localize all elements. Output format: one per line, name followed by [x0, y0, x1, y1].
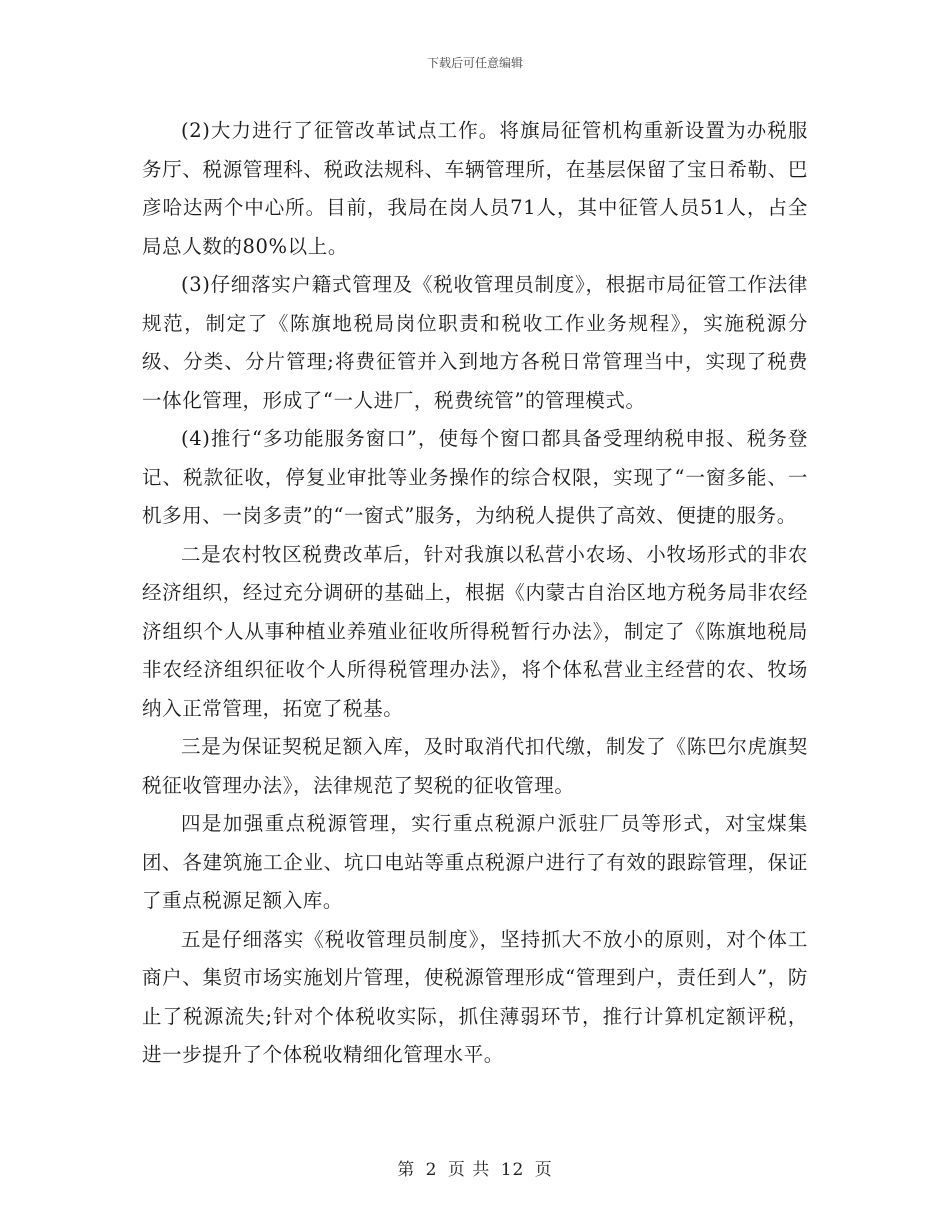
page-footer	[0, 1155, 950, 1180]
header-note: 下载后可任意编辑	[426, 56, 523, 70]
paragraph-service-window: (4)推行“多功能服务窗口”，使每个窗口都具备受理纳税申报、税务登记、税款征收，停复业审批等业务操作的综合权限，实现了“一窗多能、一机多用、一岗多责”的“一窗式”服务，为纳税人提供了高效、便捷的服务。	[142, 427, 808, 527]
paragraph-household-management: (3)仔细落实户籍式管理及《税收管理员制度》，根据市局征管工作法律规范，制定了《陈旗地税局岗位职责和税收工作业务规程》，实施税源分级、分类、分片管理;将费征管并入到地方各税日常管理当中，实现了税费一体化管理，形成了“一人进厂，税费统管”的管理模式。	[142, 273, 808, 412]
footer-current-page: 2	[425, 1160, 438, 1180]
paragraph-tax-administrator-system: 五是仔细落实《税收管理员制度》，坚持抓大不放小的原则，对个体工商户、集贸市场实施划片管理，使税源管理形成“管理到户，责任到人”，防止了税源流失;针对个体税收实际，抓住薄弱环节，推行计算机定额评税，进一步提升了个体税收精细化管理水平。	[142, 927, 808, 1066]
body-text	[142, 112, 808, 1075]
footer-prefix: 第	[397, 1160, 416, 1180]
paragraph-key-tax-sources: 四是加强重点税源管理，实行重点税源户派驻厂员等形式，对宝煤集团、各建筑施工企业、坑口电站等重点税源户进行了有效的跟踪管理，保证了重点税源足额入库。	[142, 812, 808, 912]
paragraph-deed-tax: 三是为保证契税足额入库，及时取消代扣代缴，制发了《陈巴尔虎旗契税征收管理办法》，法律规范了契税的征收管理。	[142, 735, 808, 797]
paragraph-rural-tax-reform: 二是农村牧区税费改革后，针对我旗以私营小农场、小牧场形式的非农经济组织，经过充分调研的基础上，根据《内蒙古自治区地方税务局非农经济组织个人从事种植业养殖业征收所得税暂行办法》，制定了《陈旗地税局非农经济组织征收个人所得税管理办法》，将个体私营业主经营的农、牧场纳入正常管理，拓宽了税基。	[142, 542, 808, 720]
footer-total-pages: 12	[500, 1160, 525, 1180]
footer-suffix: 页	[534, 1160, 553, 1180]
footer-middle: 页 共	[447, 1160, 491, 1180]
paragraph-reform-pilot: (2)大力进行了征管改革试点工作。将旗局征管机构重新设置为办税服务厅、税源管理科、税政法规科、车辆管理所，在基层保留了宝日希勒、巴彦哈达两个中心所。目前，我局在岗人员71人，其中征管人员51人，占全局总人数的80%以上。	[142, 119, 808, 258]
